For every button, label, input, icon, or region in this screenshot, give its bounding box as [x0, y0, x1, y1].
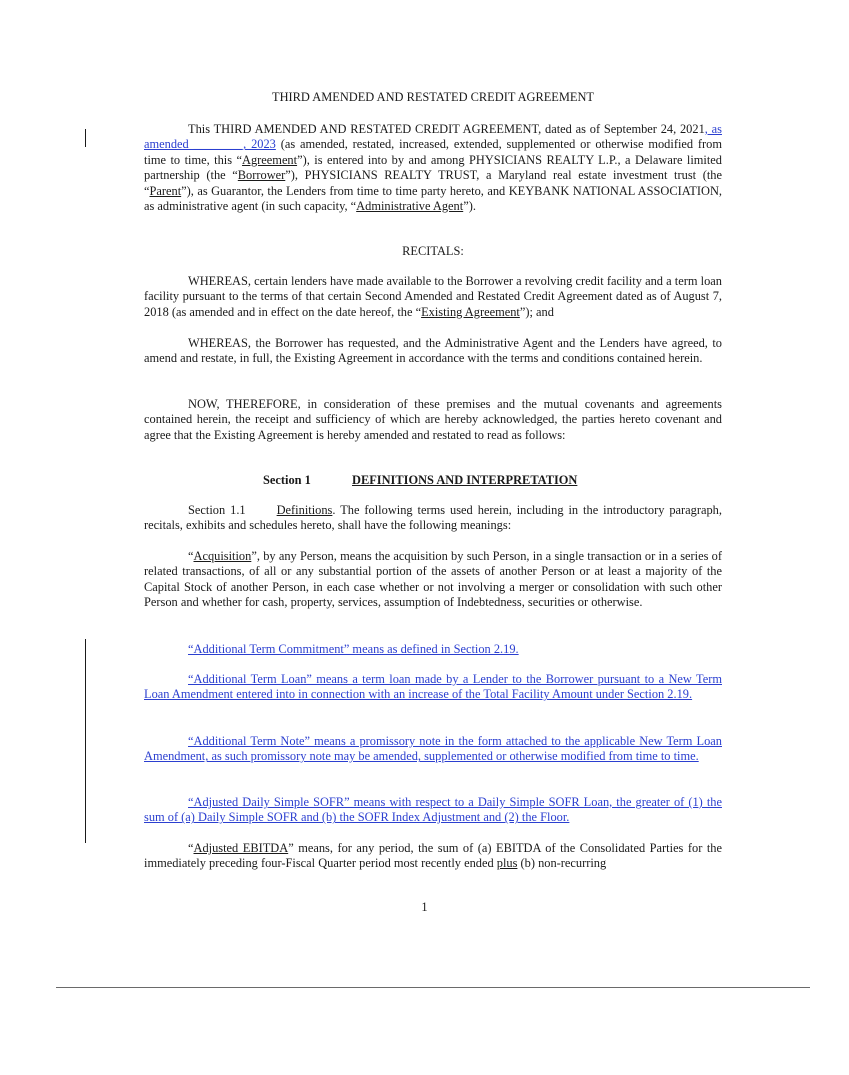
definition-adjusted-ebitda: “Adjusted EBITDA” means, for any period, the sum of (a) EBITDA of the Consolidated Parties for the immediately preceding four-Fiscal Quarter period most recently ended plus (b) non-recurring	[144, 841, 722, 871]
section-number: Section 1	[263, 473, 311, 487]
definition-additional-term-note: “Additional Term Note” means a promissory note in the form attached to the applicable New Term Loan Amendment, as such promissory note may be amended, supplemented or otherwise modified from time to time.	[144, 734, 722, 764]
now-therefore-paragraph: NOW, THEREFORE, in consideration of these premises and the mutual covenants and agreements contained herein, the receipt and sufficiency of which are hereby acknowledged, the parties hereto covenant and agree that the Existing Agreement is hereby amended and restated to read as follows:	[144, 397, 722, 442]
inserted-text: , as amended ________, 2023	[144, 122, 722, 152]
defined-term: Acquisition	[193, 549, 252, 563]
defined-term: Existing Agreement	[421, 304, 520, 319]
section-1-1-heading: Definitions	[276, 503, 333, 517]
intro-paragraph: This THIRD AMENDED AND RESTATED CREDIT AGREEMENT, dated as of September 24, 2021, as amended ________, 2023 (as amended, restated, increased, extended, supplemented or otherwise modified from time to time, this “Agreement”), is entered into by and among PHYSICIANS REALTY L.P., a Delaware limited partnership (the “Borrower”), PHYSICIANS REALTY TRUST, a Maryland real estate investment trust (the “Parent”), as Guarantor, the Lenders from time to time party hereto, and KEYBANK NATIONAL ASSOCIATION, as administrative agent (in such capacity, “Administrative Agent”).	[144, 122, 723, 214]
section-title: DEFINITIONS AND INTERPRETATION	[352, 473, 578, 487]
page-bottom-rule	[56, 987, 810, 988]
defined-term: Agreement	[242, 152, 298, 167]
whereas-paragraph-1: WHEREAS, certain lenders have made available to the Borrower a revolving credit facility and a term loan facility pursuant to the terms of that certain Second Amended and Restated Credit Agreement dated as of August 7, 2018 (as amended and in effect on the date hereof, the “Existing Agreement”); and	[144, 274, 722, 319]
document-title: THIRD AMENDED AND RESTATED CREDIT AGREEMENT	[272, 90, 594, 104]
defined-term: Administrative Agent	[356, 199, 464, 214]
definition-additional-term-commitment: “Additional Term Commitment” means as defined in Section 2.19.	[188, 642, 519, 656]
change-bar	[85, 129, 86, 147]
section-1-1-number: Section 1.1	[188, 503, 246, 517]
definition-adjusted-daily-simple-sofr: “Adjusted Daily Simple SOFR” means with respect to a Daily Simple SOFR Loan, the greater of (1) the sum of (a) Daily Simple SOFR and (b) the SOFR Index Adjustment and (2) the Floor.	[144, 795, 722, 825]
defined-term: Parent	[149, 183, 182, 198]
section-1-1-paragraph: Section 1.1 Definitions. The following terms used herein, including in the introductory paragraph, recitals, exhibits and schedules hereto, shall have the following meanings:	[144, 503, 722, 533]
definition-acquisition: “Acquisition”, by any Person, means the acquisition by such Person, in a single transaction or in a series of related transactions, of all or any substantial portion of the assets of another Person or at least a majority of the Capital Stock of another Person, in each case whether or not involving a merger or consolidation with such other Person and whether for cash, property, services, assumption of Indebtedness, securities or otherwise.	[144, 549, 722, 610]
whereas-paragraph-2: WHEREAS, the Borrower has requested, and the Administrative Agent and the Lenders have agreed, to amend and restate, in full, the Existing Agreement in accordance with the terms and conditions contained herein.	[144, 336, 722, 366]
definition-additional-term-loan: “Additional Term Loan” means a term loan made by a Lender to the Borrower pursuant to a New Term Loan Amendment entered into in connection with an increase of the Total Facility Amount under Section 2.19.	[144, 672, 722, 702]
change-bar	[85, 639, 86, 843]
defined-term: Borrower	[237, 168, 286, 183]
defined-term: Adjusted EBITDA	[193, 841, 289, 855]
recitals-heading: RECITALS:	[402, 244, 464, 258]
page-number: 1	[421, 900, 428, 914]
plus-term: plus	[496, 856, 518, 871]
